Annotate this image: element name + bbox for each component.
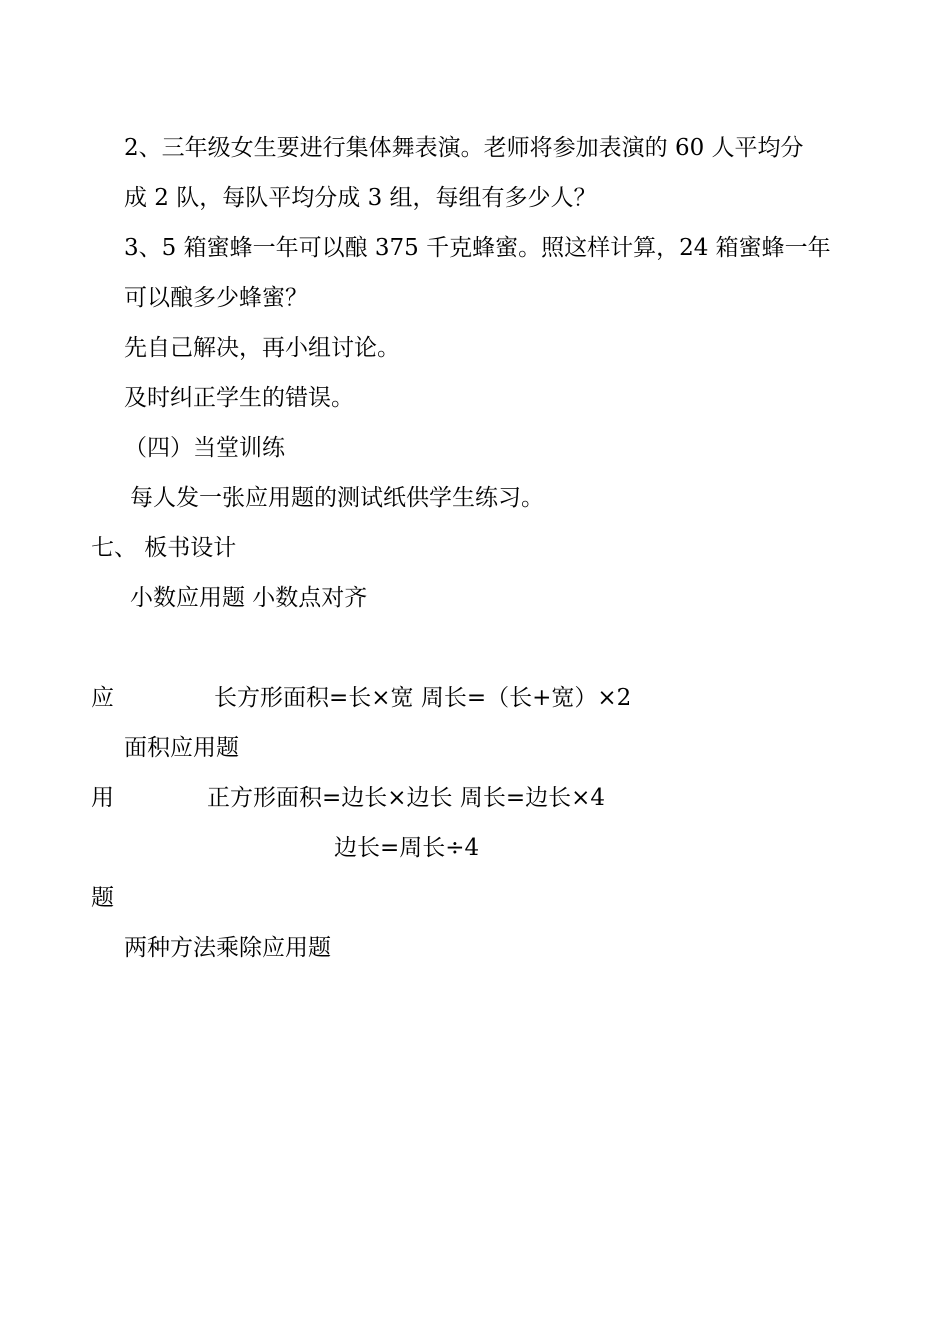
solve-instruction: 先自己解决，再小组讨论。 bbox=[124, 335, 400, 361]
question-2-line-2: 成 2 队，每队平均分成 3 组，每组有多少人？ bbox=[124, 185, 597, 211]
area-problems-label: 面积应用题 bbox=[124, 735, 239, 761]
question-2-line-1: 2、三年级女生要进行集体舞表演。老师将参加表演的 60 人平均分 bbox=[124, 135, 804, 161]
side-length-formula: 边长=周长÷4 bbox=[334, 835, 480, 861]
board-vertical-char-yong: 用 bbox=[91, 785, 114, 811]
rectangle-formula: 长方形面积=长×宽 周长=（长+宽）×2 bbox=[214, 685, 632, 711]
section-4-heading: （四）当堂训练 bbox=[124, 435, 285, 461]
practice-instruction: 每人发一张应用题的测试纸供学生练习。 bbox=[130, 485, 544, 511]
board-vertical-char-ti: 题 bbox=[91, 885, 114, 911]
question-3-line-1: 3、5 箱蜜蜂一年可以酿 375 千克蜂蜜。照这样计算，24 箱蜜蜂一年 bbox=[124, 235, 831, 261]
question-3-line-2: 可以酿多少蜂蜜？ bbox=[124, 285, 308, 311]
board-vertical-char-ying: 应 bbox=[91, 685, 114, 711]
two-methods-label: 两种方法乘除应用题 bbox=[124, 935, 331, 961]
board-title: 小数应用题 小数点对齐 bbox=[130, 585, 368, 611]
section-7-heading: 七、 板书设计 bbox=[91, 535, 237, 561]
square-formula: 正方形面积=边长×边长 周长=边长×4 bbox=[207, 785, 606, 811]
correct-instruction: 及时纠正学生的错误。 bbox=[124, 385, 354, 411]
